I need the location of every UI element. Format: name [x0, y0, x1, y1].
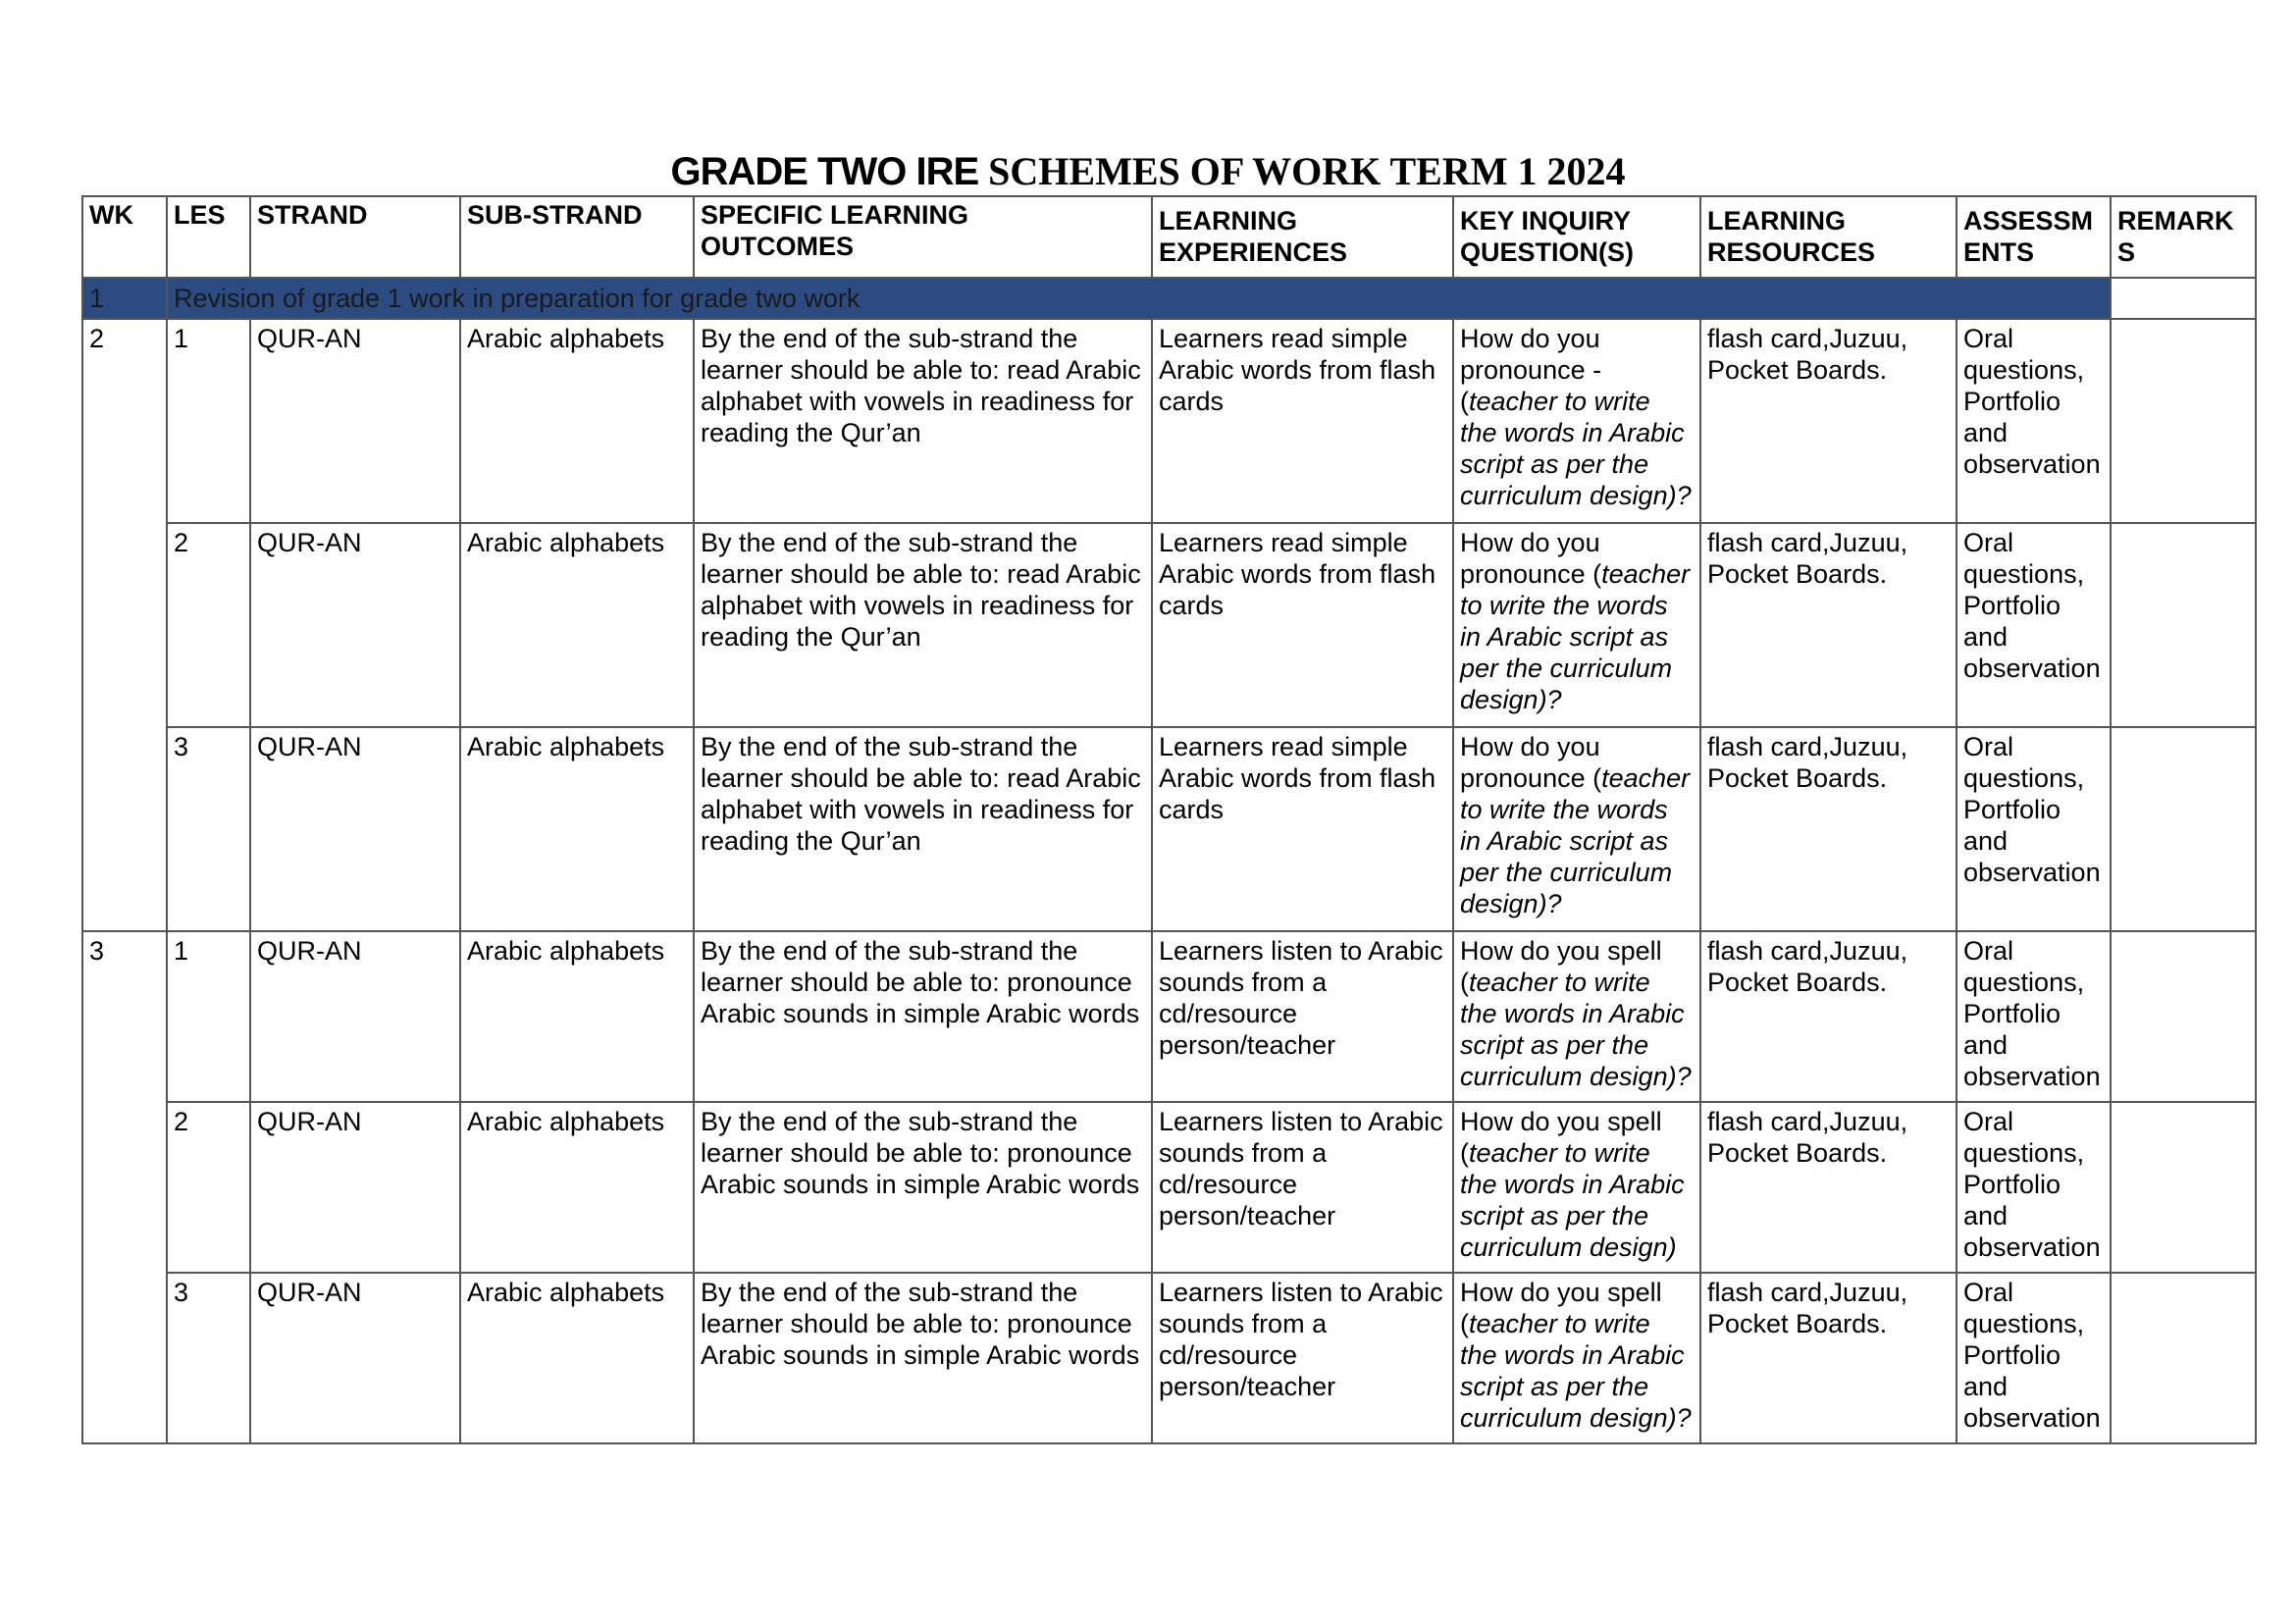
- lesson-cell: 1: [167, 319, 250, 523]
- page-title: [0, 142, 2296, 201]
- remarks-cell: [2111, 931, 2256, 1102]
- resources-cell: flash card,Juzuu, Pocket Boards.: [1700, 523, 1957, 727]
- inquiry-cell: How do you spell (teacher to write the words in Arabic script as per the curriculum design)?: [1453, 931, 1700, 1102]
- inquiry-cell: How do you spell (teacher to write the words in Arabic script as per the curriculum design)?: [1453, 1273, 1700, 1443]
- sub-strand-cell: Arabic alphabets: [460, 1102, 694, 1273]
- resources-cell: flash card,Juzuu, Pocket Boards.: [1700, 319, 1957, 523]
- outcome-cell: By the end of the sub-strand the learner should be able to: pronounce Arabic sounds in simple Arabic words: [694, 931, 1152, 1102]
- lesson-cell: 1: [167, 931, 250, 1102]
- sub-strand-cell: Arabic alphabets: [460, 319, 694, 523]
- table-row: [82, 523, 2256, 727]
- remarks-cell: [2111, 1273, 2256, 1443]
- revision-row: [82, 278, 2256, 319]
- header-les: LES: [167, 196, 250, 278]
- experience-cell: Learners read simple Arabic words from flash cards: [1152, 727, 1453, 931]
- inquiry-cell: How do you pronounce (teacher to write the words in Arabic script as per the curriculum design)?: [1453, 727, 1700, 931]
- sub-strand-cell: Arabic alphabets: [460, 1273, 694, 1443]
- revision-week: 1: [83, 279, 166, 318]
- strand-cell: QUR-AN: [250, 727, 460, 931]
- remarks-cell: [2111, 727, 2256, 931]
- revision-text: Revision of grade 1 work in preparation for grade two work: [168, 279, 2110, 318]
- header-remarks: REMARK S: [2111, 196, 2256, 278]
- header-wk: WK: [82, 196, 167, 278]
- table-row: [82, 727, 2256, 931]
- header-sub-strand: SUB-STRAND: [460, 196, 694, 278]
- resources-cell: flash card,Juzuu, Pocket Boards.: [1700, 1102, 1957, 1273]
- scheme-table: [81, 195, 2257, 1444]
- header-experiences: LEARNING EXPERIENCES: [1152, 196, 1453, 278]
- outcome-cell: By the end of the sub-strand the learner should be able to: pronounce Arabic sounds in simple Arabic words: [694, 1273, 1152, 1443]
- assessment-cell: Oral questions, Portfolio and observation: [1957, 1102, 2111, 1273]
- header-outcomes: SPECIFIC LEARNING OUTCOMES: [694, 196, 1152, 278]
- strand-cell: QUR-AN: [250, 1273, 460, 1443]
- lesson-cell: 3: [167, 1273, 250, 1443]
- resources-cell: flash card,Juzuu, Pocket Boards.: [1700, 1273, 1957, 1443]
- header-strand: STRAND: [250, 196, 460, 278]
- experience-cell: Learners listen to Arabic sounds from a cd/resource person/teacher: [1152, 1273, 1453, 1443]
- outcome-cell: By the end of the sub-strand the learner should be able to: read Arabic alphabet with vowels in readiness for reading the Qur’an: [694, 319, 1152, 523]
- outcome-cell: By the end of the sub-strand the learner should be able to: read Arabic alphabet with vowels in readiness for reading the Qur’an: [694, 727, 1152, 931]
- lesson-cell: 3: [167, 727, 250, 931]
- inquiry-cell: How do you spell (teacher to write the words in Arabic script as per the curriculum design): [1453, 1102, 1700, 1273]
- resources-cell: flash card,Juzuu, Pocket Boards.: [1700, 727, 1957, 931]
- title-part-2: SCHEMES OF WORK TERM 1 2024: [988, 149, 1626, 193]
- sub-strand-cell: Arabic alphabets: [460, 523, 694, 727]
- strand-cell: QUR-AN: [250, 319, 460, 523]
- inquiry-cell: How do you pronounce -(teacher to write the words in Arabic script as per the curriculum design)?: [1453, 319, 1700, 523]
- assessment-cell: Oral questions, Portfolio and observation: [1957, 931, 2111, 1102]
- remarks-cell: [2111, 319, 2256, 523]
- week-cell: 3: [82, 931, 167, 1443]
- assessment-cell: Oral questions, Portfolio and observation: [1957, 1273, 2111, 1443]
- experience-cell: Learners listen to Arabic sounds from a cd/resource person/teacher: [1152, 1102, 1453, 1273]
- inquiry-cell: How do you pronounce (teacher to write the words in Arabic script as per the curriculum design)?: [1453, 523, 1700, 727]
- header-inquiry: KEY INQUIRY QUESTION(S): [1453, 196, 1700, 278]
- title-part-1: GRADE TWO IRE: [670, 150, 979, 193]
- experience-cell: Learners listen to Arabic sounds from a cd/resource person/teacher: [1152, 931, 1453, 1102]
- sub-strand-cell: Arabic alphabets: [460, 727, 694, 931]
- table-row: [82, 1102, 2256, 1273]
- remarks-cell: [2111, 1102, 2256, 1273]
- experience-cell: Learners read simple Arabic words from flash cards: [1152, 319, 1453, 523]
- resources-cell: flash card,Juzuu, Pocket Boards.: [1700, 931, 1957, 1102]
- week-cell: 2: [82, 319, 167, 931]
- table-row: [82, 319, 2256, 523]
- strand-cell: QUR-AN: [250, 931, 460, 1102]
- lesson-cell: 2: [167, 1102, 250, 1273]
- outcome-cell: By the end of the sub-strand the learner should be able to: pronounce Arabic sounds in simple Arabic words: [694, 1102, 1152, 1273]
- experience-cell: Learners read simple Arabic words from flash cards: [1152, 523, 1453, 727]
- strand-cell: QUR-AN: [250, 523, 460, 727]
- header-resources: LEARNING RESOURCES: [1700, 196, 1957, 278]
- remarks-cell: [2111, 523, 2256, 727]
- lesson-cell: 2: [167, 523, 250, 727]
- outcome-cell: By the end of the sub-strand the learner should be able to: read Arabic alphabet with vowels in readiness for reading the Qur’an: [694, 523, 1152, 727]
- header-row: [82, 196, 2256, 278]
- table-row: [82, 1273, 2256, 1443]
- strand-cell: QUR-AN: [250, 1102, 460, 1273]
- header-assessments: ASSESSM ENTS: [1957, 196, 2111, 278]
- assessment-cell: Oral questions, Portfolio and observation: [1957, 523, 2111, 727]
- sub-strand-cell: Arabic alphabets: [460, 931, 694, 1102]
- assessment-cell: Oral questions, Portfolio and observation: [1957, 319, 2111, 523]
- table-row: [82, 931, 2256, 1102]
- assessment-cell: Oral questions, Portfolio and observation: [1957, 727, 2111, 931]
